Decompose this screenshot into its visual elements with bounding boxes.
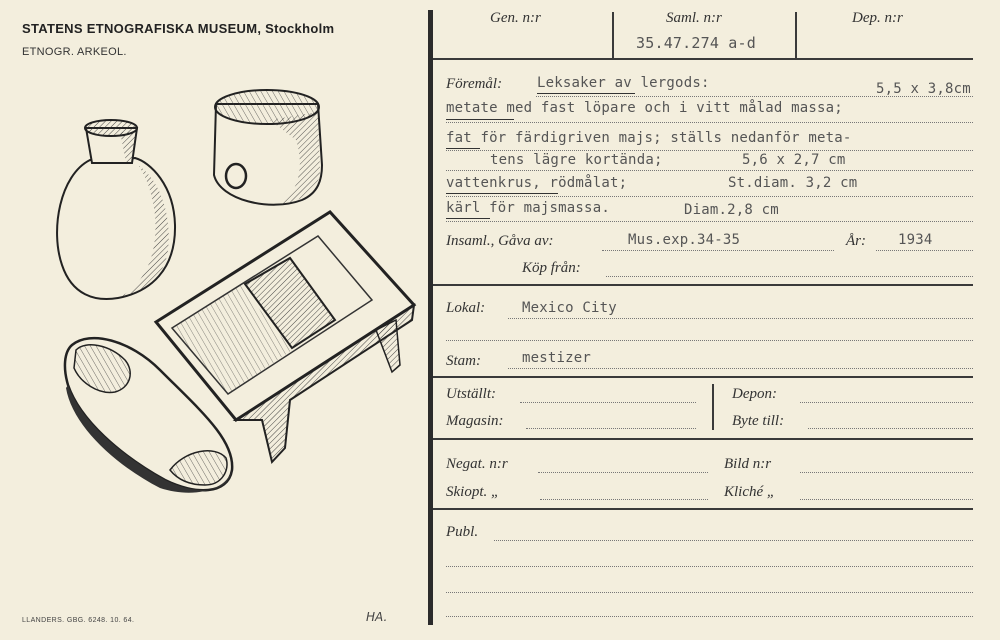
underline-metate xyxy=(446,119,514,120)
utstallt-label: Utställt: xyxy=(446,386,497,402)
underline-karl xyxy=(446,218,490,219)
depon-label: Depon: xyxy=(732,386,777,402)
dots-6 xyxy=(446,221,973,222)
storage-separator xyxy=(712,384,714,430)
dep-nr-label: Dep. n:r xyxy=(852,10,903,26)
dots-skiopt xyxy=(540,499,708,500)
object-line-6b: Diam.2,8 cm xyxy=(684,202,779,218)
publ-label: Publ. xyxy=(446,524,479,540)
dots-magasin xyxy=(526,428,696,429)
dots-ar xyxy=(876,250,973,251)
lokal-value: Mexico City xyxy=(522,300,617,316)
dots-insaml xyxy=(602,250,834,251)
dots-kliche xyxy=(800,499,973,500)
object-line-1: Leksaker av lergods: xyxy=(537,75,710,91)
kop-fran-label: Köp från: xyxy=(522,260,581,276)
dots-kop xyxy=(606,276,973,277)
foremal-label: Föremål: xyxy=(446,76,503,92)
rule-2 xyxy=(433,284,973,286)
negat-label: Negat. n:r xyxy=(446,456,508,472)
dots-5 xyxy=(446,196,973,197)
dots-3 xyxy=(446,150,973,151)
ar-value: 1934 xyxy=(898,232,933,248)
object-line-5a: vattenkrus, rödmålat; xyxy=(446,175,628,191)
rule-3 xyxy=(433,376,973,378)
dots-stam xyxy=(508,368,973,369)
dots-4 xyxy=(446,170,973,171)
dots-utstallt xyxy=(520,402,696,403)
dots-bild xyxy=(800,472,973,473)
skiopt-label: Skiopt. „ xyxy=(446,484,500,500)
rule-5 xyxy=(433,508,973,510)
saml-nr-label: Saml. n:r xyxy=(666,10,722,26)
department: ETNOGR. ARKEOL. xyxy=(22,46,127,58)
initials: HA. xyxy=(366,610,388,624)
dots-publ-3 xyxy=(446,592,973,593)
bild-label: Bild n:r xyxy=(724,456,772,472)
dots-publ-4 xyxy=(446,616,973,617)
dots-1 xyxy=(536,96,973,97)
water-jug-drawing xyxy=(57,120,175,299)
underline-leksaker xyxy=(537,93,635,94)
form-left-border xyxy=(428,10,433,625)
ar-label: År: xyxy=(846,233,866,249)
top-separator-2 xyxy=(795,12,797,58)
dots-lokal-2 xyxy=(446,340,973,341)
object-line-4a: tens lägre kortända; xyxy=(490,152,663,168)
dots-publ-1 xyxy=(494,540,973,541)
lokal-label: Lokal: xyxy=(446,300,486,316)
dots-2 xyxy=(446,122,973,123)
dots-publ-2 xyxy=(446,566,973,567)
stam-label: Stam: xyxy=(446,353,481,369)
print-info: LLANDERS. GBG. 6248. 10. 64. xyxy=(22,617,135,624)
object-line-3: fat för färdigriven majs; ställs nedanför meta- xyxy=(446,130,852,146)
object-line-1-dimension: 5,5 x 3,8cm xyxy=(876,81,971,97)
object-line-6a: kärl för majsmassa. xyxy=(446,200,610,216)
saml-nr-value: 35.47.274 a-d xyxy=(636,34,756,52)
dots-lokal xyxy=(508,318,973,319)
dots-negat xyxy=(538,472,708,473)
insaml-value: Mus.exp.34-35 xyxy=(628,232,741,248)
object-line-2: metate med fast löpare och i vitt målad massa; xyxy=(446,100,843,116)
insaml-label: Insaml., Gåva av: xyxy=(446,233,554,249)
gen-nr-label: Gen. n:r xyxy=(490,10,541,26)
dots-byte xyxy=(808,428,973,429)
dots-depon xyxy=(800,402,973,403)
underline-fat xyxy=(446,148,480,149)
museum-name: STATENS ETNOGRAFISKA MUSEUM, Stockholm xyxy=(22,21,335,36)
object-sketch-illustration xyxy=(0,0,430,640)
object-line-4b: 5,6 x 2,7 cm xyxy=(742,152,846,168)
magasin-label: Magasin: xyxy=(446,413,504,429)
rule-4 xyxy=(433,438,973,440)
rule-1 xyxy=(433,58,973,60)
top-separator-1 xyxy=(612,12,614,58)
underline-vattenkrus xyxy=(446,193,558,194)
bowl-drawing xyxy=(214,90,322,205)
kliche-label: Kliché „ xyxy=(724,484,776,500)
stam-value: mestizer xyxy=(522,350,592,366)
byte-label: Byte till: xyxy=(732,413,785,429)
object-line-5b: St.diam. 3,2 cm xyxy=(728,175,858,191)
